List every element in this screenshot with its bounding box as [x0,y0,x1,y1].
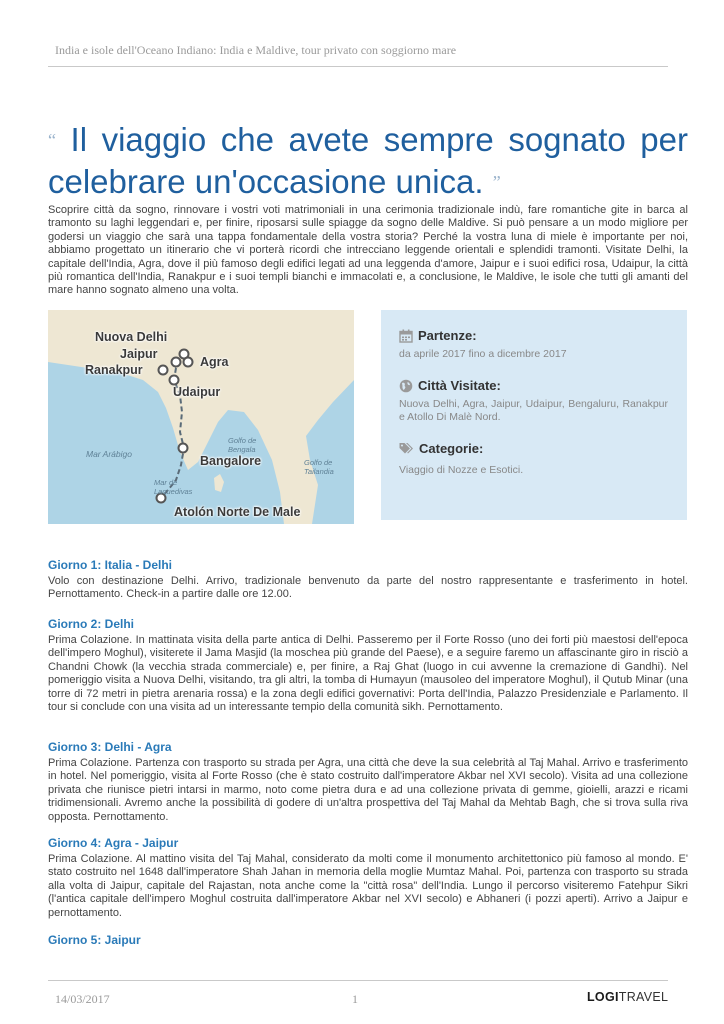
close-quote-icon: ” [492,172,501,192]
map-label-ranakpur: Ranakpur [85,363,143,377]
cities-text: Nuova Delhi, Agra, Jaipur, Udaipur, Bengaluru, Ranakpur e Atollo Di Malè Nord. [399,398,668,423]
header-divider [48,66,668,67]
intro-paragraph: Scoprire città da sogno, rinnovare i vostri voti matrimoniali in una cerimonia tradizionale indù, fare romantiche gite in barca al tramonto su laghi leggendari e, per finire, riposarsi sulle spiagge da sogno delle Maldive. Si può pensare a un modo migliore per godersi un viaggio che sarà una tappa fondamentale della vostra storia? Perché la vostra luna di miele è importante per noi, abbiamo progettato un itinerario che vi porterà ricordi che intrecciano leggende orientali e splendidi tramonti. Visitate Delhi, la capitale dell'India, Agra, dove il più famoso degli edifici legati ad una leggenda d'amore, Jaipur e i suoi edifici rosa, Udaipur, la città più romantica dell'India, Ranakpur e i suoi templi bianchi e immacolati e, a conclusione, le Maldive, le isole che tutti gli amanti del mare hanno sognato almeno una volta. [48,204,688,297]
day-4-title: Giorno 4: Agra - Jaipur [48,836,179,850]
footer-date: 14/03/2017 [55,992,110,1006]
headline [48,119,688,203]
day-5-title: Giorno 5: Jaipur [48,933,141,947]
categories-text: Viaggio di Nozze e Esotici. [399,464,524,476]
page-number: 1 [352,992,358,1006]
headline-text: Il viaggio che avete sempre sognato per celebrare un'occasione unica. [48,121,688,200]
calendar-icon [399,329,413,343]
day-2-text: Prima Colazione. In mattinata visita della parte antica di Delhi. Passeremo per il Forte Rosso (uno dei forti più maestosi dell'epoca dell'impero Moghul), visiterete il Jama Masjid (la moschea più grande del Paese), e a seguire faremo un affascinante giro in risciò a Chandni Chowk (la vecchia strada commerciale) e, per finire, a Raj Ghat (luogo in cui avvenne la cremazione di Gandhi). Nel pomeriggio visita a Nuova Delhi, visitando, tra gli altri, la tomba di Humayun (mausoleo del imperatore Moghul), il Qutub Minar (una torre di 72 metri in pietra arenaria rossa) e la zona degli edifici governativi: Porta dell'India, Palazzo Presidenziale e Parlamento. Il tour si conclude con una visita ad un interessante tempio della comunità sikh. Pernottamento. [48,634,688,714]
map-label-delhi: Nuova Delhi [95,330,168,344]
categories-heading [399,441,483,456]
sea-label-laccadive-1: Mar de [154,478,178,487]
departures-title: Partenze: [418,328,477,343]
cities-title: Città Visitate: [418,378,501,393]
cities-heading [399,378,501,393]
open-quote-icon: “ [48,130,56,150]
categories-title: Categorie: [419,441,484,456]
map-label-jaipur: Jaipur [120,347,158,361]
sea-label-laccadive-2: Laquedivas [154,487,193,496]
sea-label-thailand-2: Tailandia [304,467,334,476]
day-1-text: Volo con destinazione Delhi. Arrivo, tradizionale benvenuto da parte del nostro rappresentante e trasferimento in hotel. Pernottamento. Check-in a partire dalle ore 12.00. [48,575,688,601]
logitravel-logo [587,990,668,1004]
day-3-text: Prima Colazione. Partenza con trasporto su strada per Agra, una città che deve la sua celebrità al Taj Mahal. Arrivo e trasferimento in hotel. Nel pomeriggio, visita al Forte Rosso (che è stato costruito dall'imperatore Akbar nel XVI secolo). Visita ad una collezione privata che riunisce pietri intarsi in marmo, noto come pietra dura e ad una collezione privata di gemme, gioielli, arazzi e ricami tridimensionali. Avremo anche la possibilità di godere di un'altra prospettiva del Taj Mahal da Mehtab Bagh, che si trova sulla riva opposta. Pernottamento. [48,757,688,823]
sea-label-bengal-2: Bengala [228,445,256,454]
tags-icon [399,442,414,455]
map-graphic [48,310,354,524]
footer-divider [48,980,668,981]
map-label-male: Atolón Norte De Male [174,505,301,519]
departures-text: da aprile 2017 fino a dicembre 2017 [399,348,567,360]
day-1-title: Giorno 1: Italia - Delhi [48,558,173,572]
map-label-bangalore: Bangalore [200,454,262,468]
logo-light: TRAVEL [618,990,669,1004]
day-2-title: Giorno 2: Delhi [48,617,135,631]
globe-icon [399,379,413,393]
logo-bold: LOGI [587,990,619,1004]
day-4-text: Prima Colazione. Al mattino visita del Taj Mahal, considerato da molti come il monumento architettonico più famoso al mondo. E' stato costruito nel 1648 dall'imperatore Shah Jahan in memoria della moglie Mumtaz Mahal. Poi, partenza con trasporto su strada alla volta di Jaipur, capitale del Rajastan, nota anche come la "città rosa" dell'India. Lungo il percorso visiteremo Fatehpur Sikri (l'antica capitale dell'impero Moghul costruita dall'imperatore Akbar nel XVI secolo) e Abhaneri (i pozzi aperti). Arrivo a Jaipur e pernottamento. [48,853,688,919]
departures-heading [399,328,477,343]
map-label-agra: Agra [200,355,229,369]
map-label-udaipur: Udaipur [173,385,221,399]
sea-label-arabian: Mar Arábigo [86,449,132,459]
sea-label-bengal-1: Golfo de [228,436,257,445]
document-header: India e isole dell'Oceano Indiano: India e Maldive, tour privato con soggiorno mare [55,43,457,57]
trip-info-box [381,310,687,520]
sea-label-thailand-1: Golfo de [304,458,333,467]
itinerary-map [48,310,354,524]
day-3-title: Giorno 3: Delhi - Agra [48,740,172,754]
